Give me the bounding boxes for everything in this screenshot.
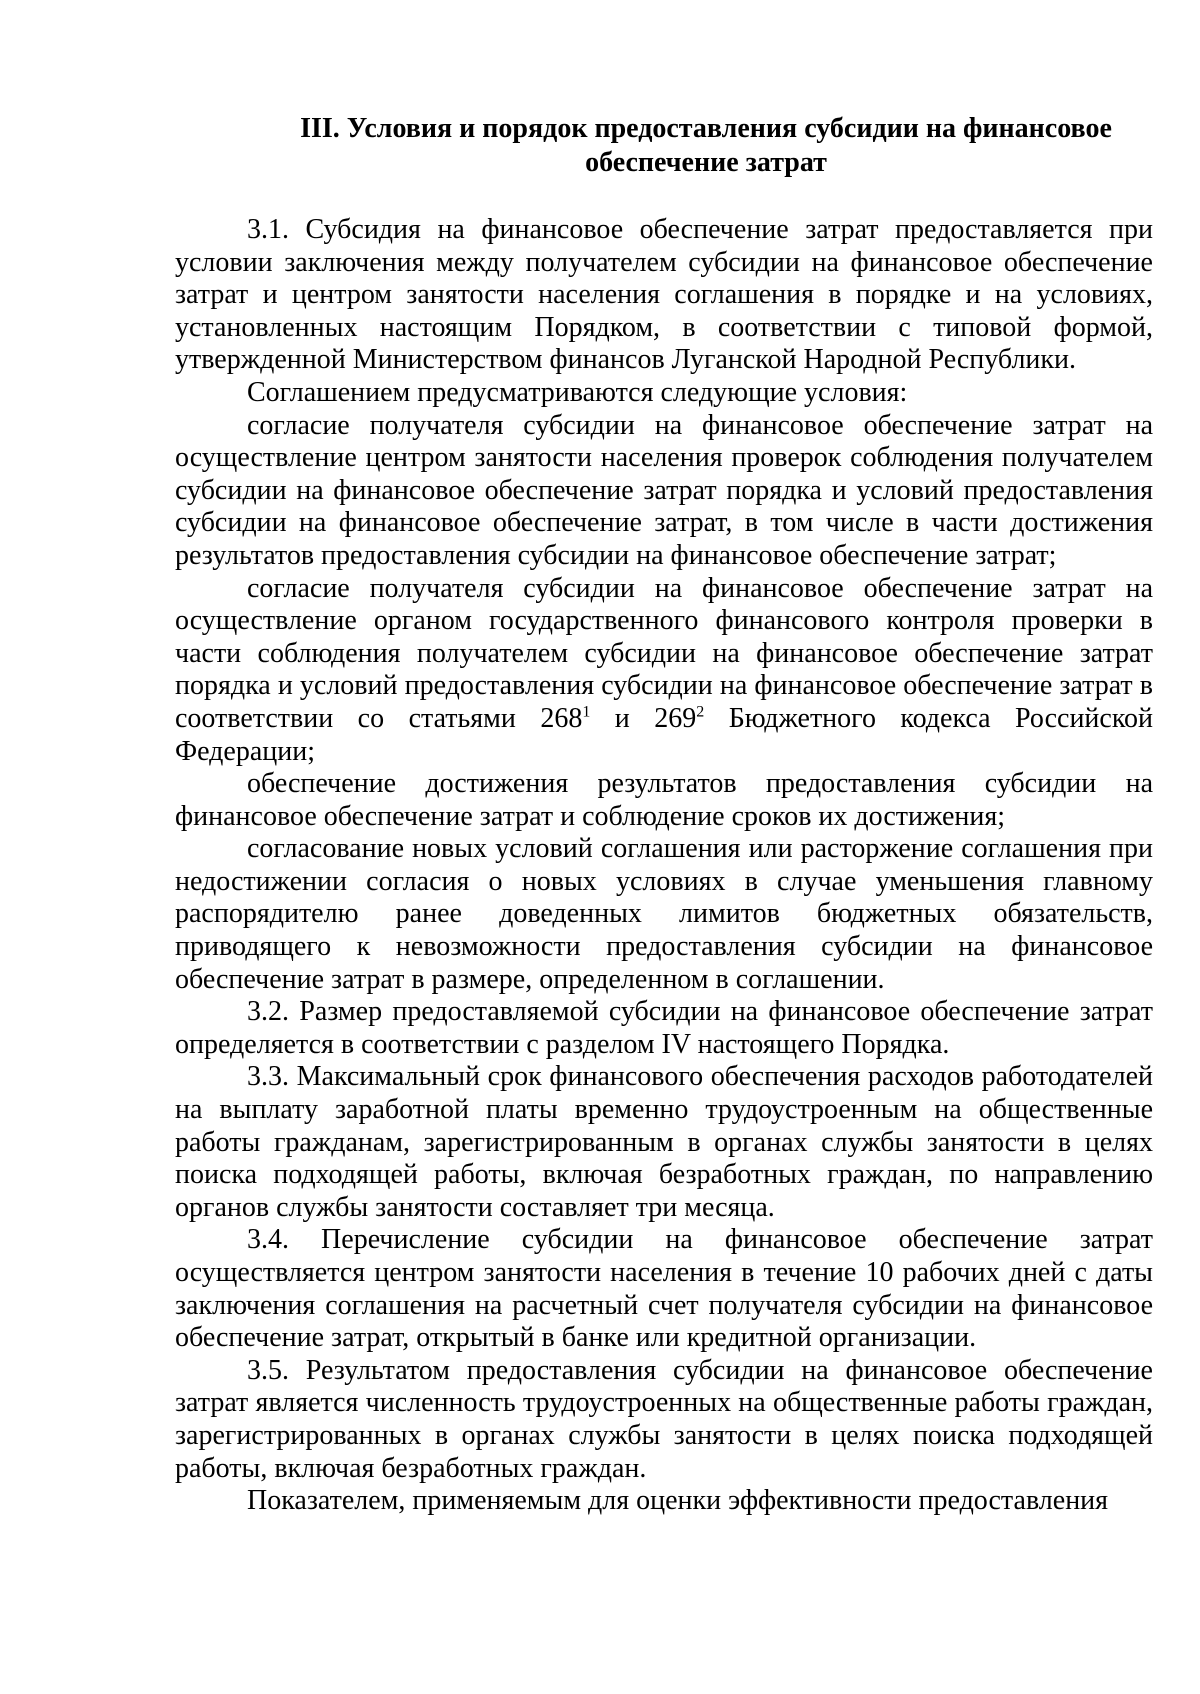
section-heading-line-1: III. Условия и порядок предоставления субсидии на финансовое xyxy=(300,113,1112,144)
paragraph-3-5: 3.5. Результатом предоставления субсидии на финансовое обеспечение затрат является численность трудоустроенных на общественные работы граждан, зарегистрированных в органах службы занятости в целях поиска подходящей работы, включая безработных граждан. xyxy=(175,1354,1153,1484)
footnote-superscript: 2 xyxy=(696,703,705,721)
paragraph-text: и 269 xyxy=(590,702,697,734)
paragraph-3-2: 3.2. Размер предоставляемой субсидии на финансовое обеспечение затрат определяется в соответствии с разделом IV настоящего Порядка. xyxy=(175,996,1153,1060)
paragraph-text: согласие получателя субсидии на финансовое обеспечение затрат на осуществление органом государственного финансового контроля проверки в части соблюдения получателем субсидии на финансовое обеспечение затрат порядка и условий предоставления субсидии на финансовое обеспечение затрат в соответствии со статьями 268 xyxy=(175,572,1153,734)
paragraph-condition-state-control-consent xyxy=(175,573,1153,769)
paragraph-3-4: 3.4. Перечисление субсидии на финансовое обеспечение затрат осуществляется центром занятости населения в течение 10 рабочих дней с даты заключения соглашения на расчетный счет получателя субсидии на финансовое обеспечение затрат, открытый в банке или кредитной организации. xyxy=(175,1224,1153,1354)
section-heading-line-2: обеспечение затрат xyxy=(585,147,827,178)
paragraph-agreement-conditions: Соглашением предусматриваются следующие условия: xyxy=(247,376,908,408)
paragraph-text: Бюджетного кодекса Российской Федерации; xyxy=(175,702,1154,767)
paragraph-3-3: 3.3. Максимальный срок финансового обеспечения расходов работодателей на выплату заработной платы временно трудоустроенным на общественные работы гражданам, зарегистрированным в органах службы занятости в целях поиска подходящей работы, включая безработных граждан, по направлению органов службы занятости составляет три месяца. xyxy=(175,1061,1153,1223)
document-page xyxy=(175,112,1153,1518)
footnote-superscript: 1 xyxy=(582,703,591,721)
paragraph-condition-results: обеспечение достижения результатов предоставления субсидии на финансовое обеспечение затрат и соблюдение сроков их достижения; xyxy=(175,768,1153,832)
paragraph-condition-new-terms: согласование новых условий соглашения или расторжение соглашения при недостижении согласия о новых условиях в случае уменьшения главному распорядителю ранее доведенных лимитов бюджетных обязательств, приводящего к невозможности предоставления субсидии на финансовое обеспечение затрат в размере, определенном в соглашении. xyxy=(175,833,1153,995)
paragraph-condition-inspection-consent: согласие получателя субсидии на финансовое обеспечение затрат на осуществление центром занятости населения проверок соблюдения получателем субсидии на финансовое обеспечение затрат порядка и условий предоставления субсидии на финансовое обеспечение затрат, в том числе в части достижения результатов предоставления субсидии на финансовое обеспечение затрат; xyxy=(175,409,1153,571)
paragraph-indicator: Показателем, применяемым для оценки эффективности предоставления xyxy=(247,1485,1109,1517)
paragraph-3-1: 3.1. Субсидия на финансовое обеспечение затрат предоставляется при условии заключения между получателем субсидии на финансовое обеспечение затрат и центром занятости населения соглашения в порядке и на условиях, установленных настоящим Порядком, в соответствии с типовой формой, утвержденной Министерством финансов Луганской Народной Республики. xyxy=(175,214,1153,376)
section-heading xyxy=(175,112,1153,180)
